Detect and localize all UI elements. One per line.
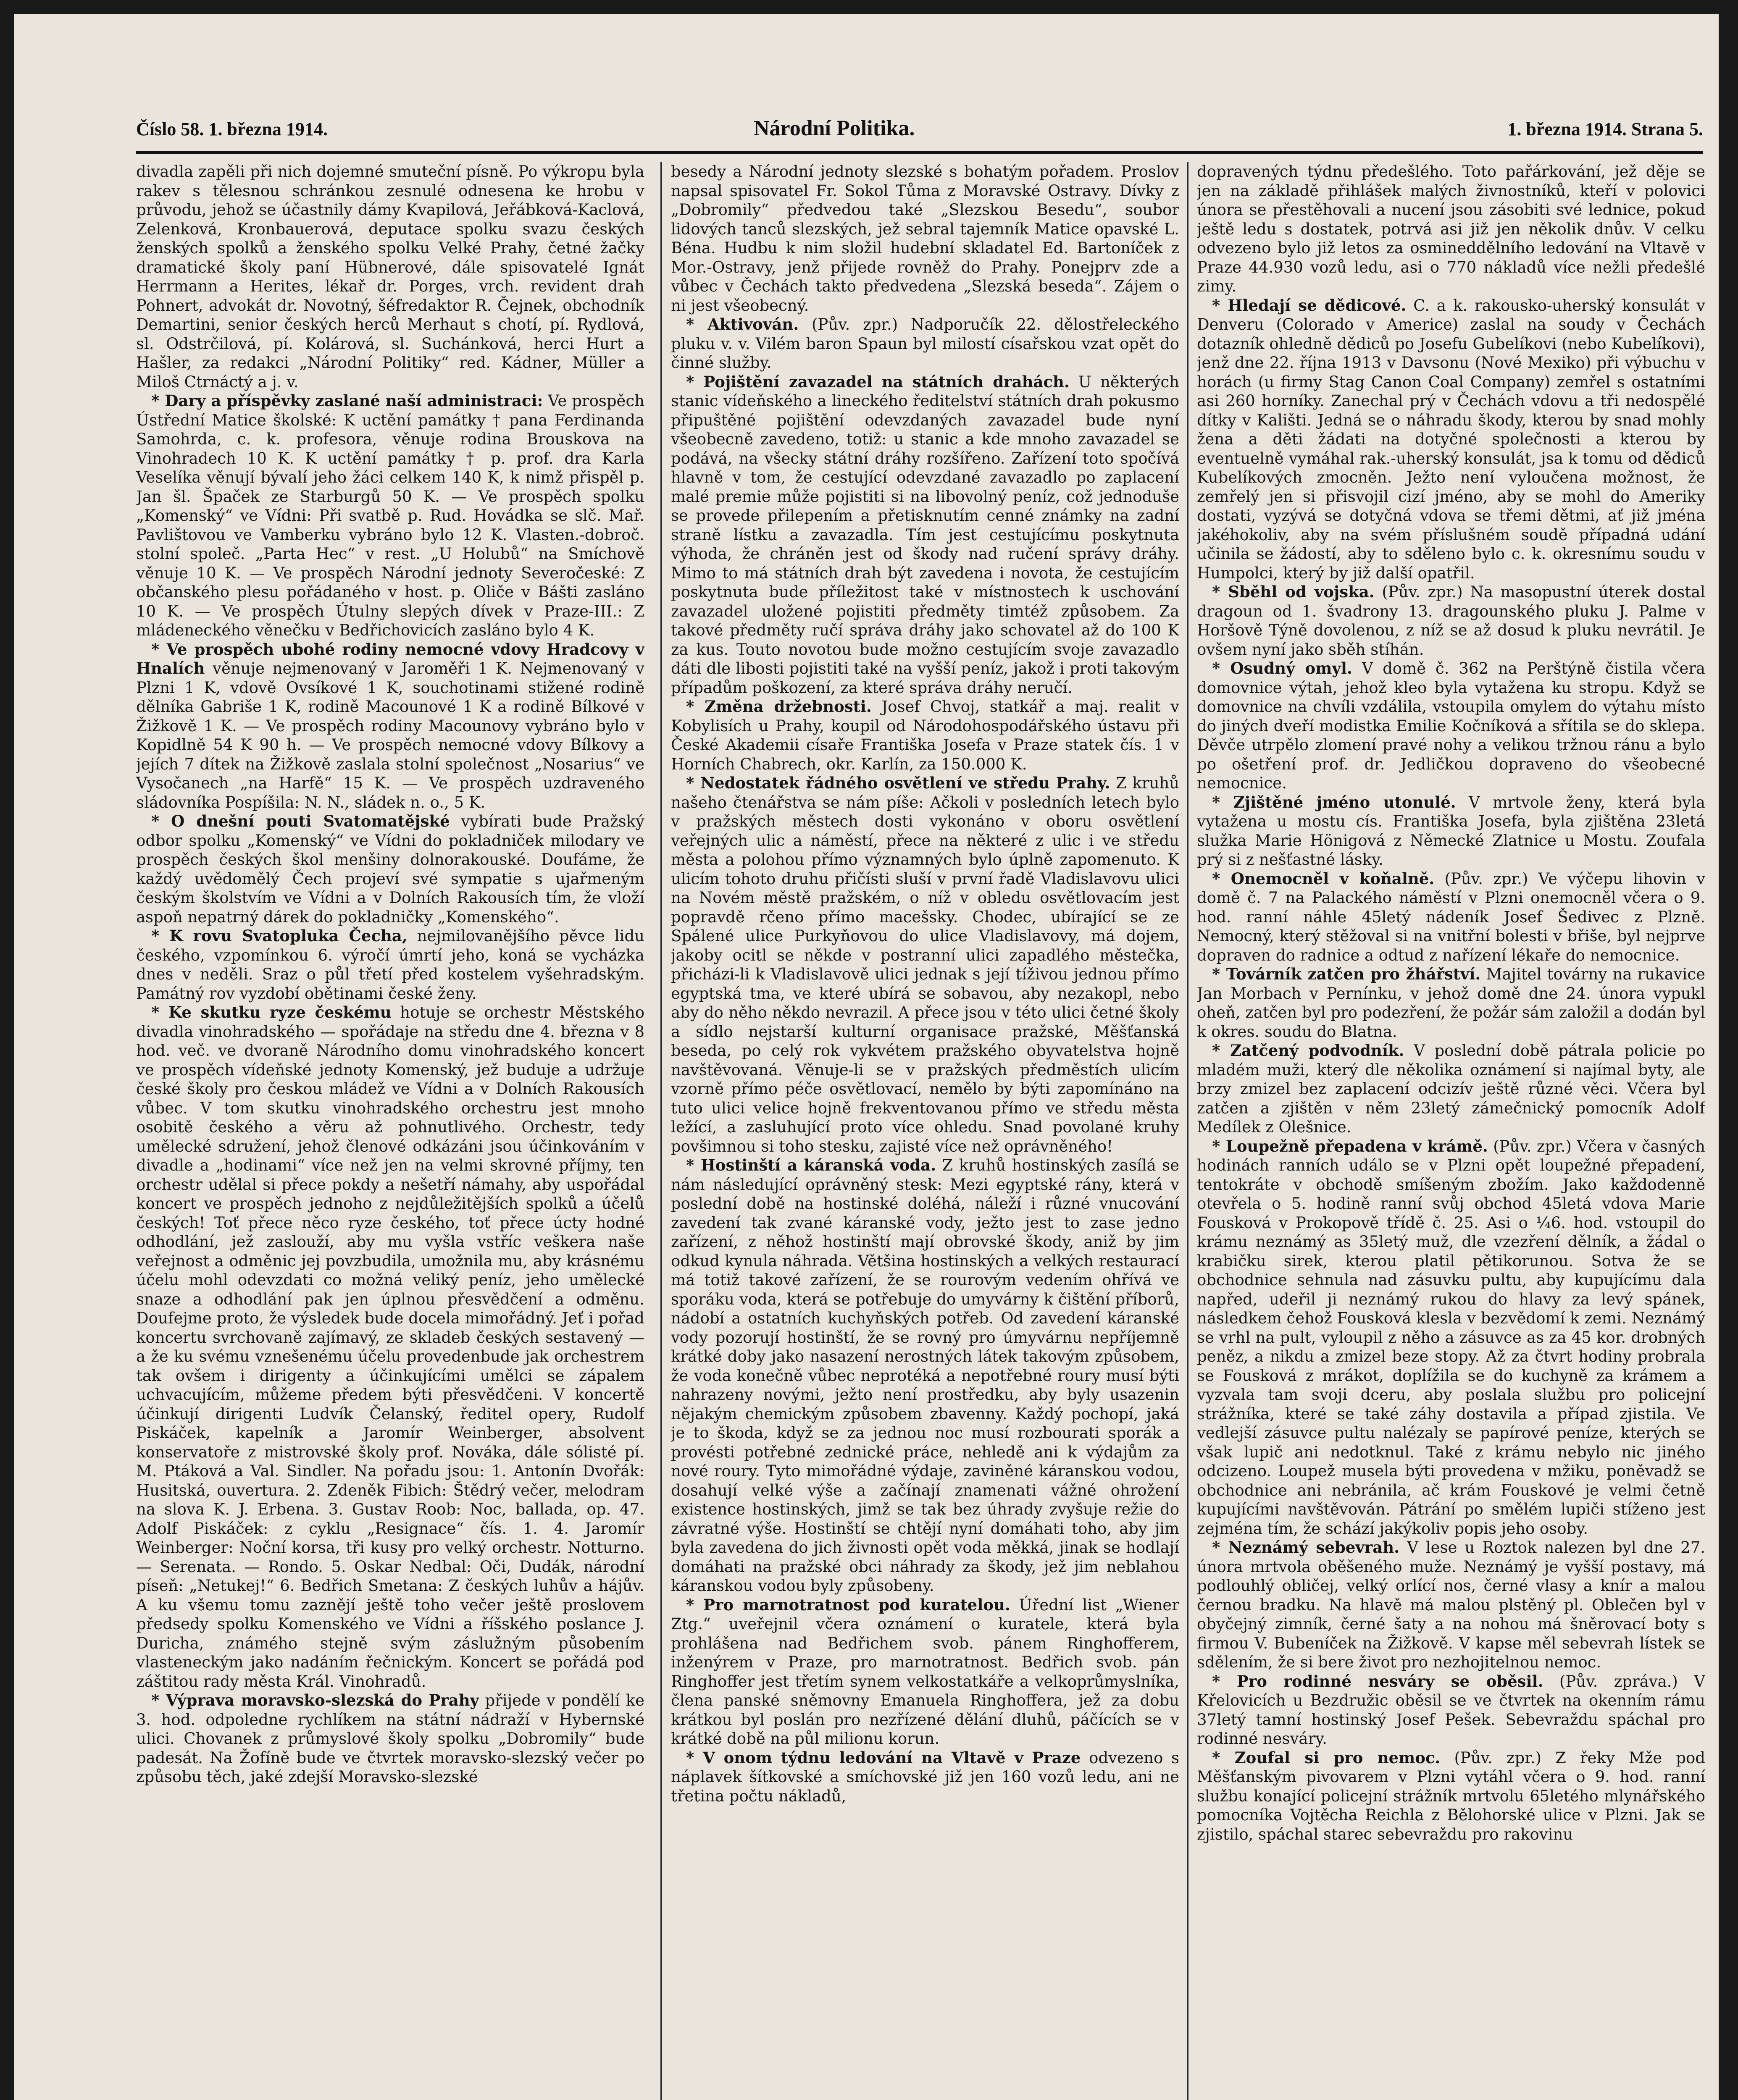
article-heading: * Pojištění zavazadel na státních drahách.	[686, 372, 1070, 391]
article-paragraph	[671, 162, 1179, 315]
article-text: (Pův. zpr.) Z řeky Mže pod Měšťanským pivovarem v Plzni vytáhl včera o 9. hod. ranní službu konající policejní strážník mrtvolu 65letého mlynářského pomocníka Vojtěcha Reichla z Bělohorské ulice v Plzni. Jak se zjistilo, spáchal starec sebevraždu pro rakovinu	[1197, 1748, 1705, 1843]
article-text: (Pův. zpr.) Včera v časných hodinách ranních událo se v Plzni opět loupežné přepadení, tentokráte v obchodě smíšeným zbožím. Jako každodenně otevřela o 5. hodině ranní svůj obchod 45letá vdova Marie Fousková v Prokopově třídě č. 25. Asi o ¼6. hod. vstoupil do krámu neznámý as 35letý muž, dle vzezření dělník, a žádal o krabičku sirek, kterou platil pětikorunou. Sotva že se obchodnice sehnula nad zásuvku pultu, aby kupujícímu dala napřed, udeřil ji neznámý rukou do hlavy za levý spánek, následkem čehož Fousková klesla v bezvědomí k zemi. Neznámý se vrhl na pult, vyloupil z něho a zásuvce as za 45 kor. drobných peněz, a nikdu a zmizel beze stopy. Až za čtvrt hodiny probrala se Fousková z mrákot, doplížila se do kuchyně za krámem a vyzvala tam svoji dceru, aby poslala službu pro policejní strážníka, které se také záhy dostavila a případ zjistila. Ve vedlejší zásuvce pultu nalézaly se papírové peníze, kterých se však lupič ani nedotknul. Také z krámu nebylo nic jiného odcizeno. Loupež musela býti provedena v mžiku, poněvadž se obchodnice ani nebránila, ač krám Fouskové je velmi četně kupujícími navštěvován. Pátrání po smělém lupiči stíženo jest zejména tím, že schází jakýkoliv popis jeho osoby.	[1197, 1137, 1705, 1538]
article-text: dopravených týdnu předešlého. Toto pařárkování, jež děje se jen na základě přihlášek malých živnostníků, kteří v polovici února se přestěhovali a nucení jsou zásobiti své lednice, pokud ještě ledu s dostatek, potrvá asi již jen několik dnův. V celku odvezeno bylo již letos za osmineddělního ledování na Vltavě v Praze 44.930 vozů ledu, asi o 770 nákladů více nežli předešlé zimy.	[1197, 163, 1705, 295]
article-text: divadla zapěli při nich dojemné smuteční písně. Po výkropu byla rakev s tělesnou schránkou zesnulé odnesena ke hrobu v průvodu, jehož se účastnily dámy Kvapilová, Jeřábková-Kaclová, Zelenková, Kronbauerová, deputace spolku svazu českých ženských spolků a ženského spolku Velké Prahy, četné žačky dramatické školy paní Hübnerové, dále spisovatelé Ignát Herrmann a Herites, lékař dr. Porges, vrch. revident drah Pohnert, advokát dr. Novotný, šéfredaktor R. Čejnek, obchodník Demartini, senior českých herců Merhaut s chotí, pí. Rydlová, sl. Odstrčilová, pí. Kolárová, sl. Suchánková, herci Hurt a Hašler, za redakci „Národní Politiky“ red. Kádner, Müller a Miloš Ctrnáctý a j. v.	[136, 163, 644, 391]
article-heading: * Výprava moravsko-slezská do Prahy	[151, 1691, 479, 1709]
article-heading: * Ke skutku ryze českému	[151, 1003, 392, 1021]
article-heading: * Zjištěné jméno utonulé.	[1212, 793, 1456, 811]
article-paragraph	[1197, 1748, 1705, 1844]
article-text: věnuje nejmenovaný v Jaroměři 1 K. Nejmenovaný v Plzni 1 K, vdově Ovsíkové 1 K, souchotinami stižené rodině dělníka Gabriše 1 K, rodině Macounové 1 K a rodině Bílkové v Žižkově 1 K. — Ve prospěch rodiny Macounovy vybráno bylo v Kopidlně 54 K 90 h. — Ve prospěch nemocné vdovy Bílkovy a jejích 7 dítek na Žižkově zaslala stolní společnost „Nosarius“ ve Vysočanech „na Harfě“ 15 K. — Ve prospěch uzdraveného sládovníka Pospíšila: N. N., sládek n. o., 5 K.	[136, 659, 644, 811]
article-text: Z kruhů hostinských zasílá se nám následující oprávněný stesk: Mezi egyptské rány, která v poslední době na hostinské doléhá, náleží i různé vnucování zavedení tak zvané káranské vody, ježto jest to zase jedno zařízení, z něhož hostinští mají obrovské škody, aniž by jim odkud kynula náhrada. Většina hostinských a velkých restaurací má totiž takové zařízení, že se rourovým vedením ohřívá ve sporáku voda, která se potřebuje do umyvárny k čištění příborů, nádobí a ostatních kuchyňských potřeb. Od zavedení káranské vody pozorují hostinští, že se rovný pro úmyvárnu nepříjemně krátké doby jako nasazení nerostných látek takovým způsobem, že voda konečně vůbec neprotéká a nepotřebné roury musí býti nahrazeny novými, ježto není prostředku, aby byly usazenin nějakým chemickým způsobem zbavenny. Každý pochopí, jaká je to škoda, když se za jednou noc musí rozbourati sporák a provésti potřebné zednické práce, nehledě ani k výdajům za nové roury. Tyto mimořádné výdaje, zaviněné káranskou vodou, dosahují velké výše a začínají znamenati vážné ohrožení existence hostinských, jimž se tak bez úhrady zvyšuje režie do závratné výše. Hostinští se chtějí nyní domáhati toho, aby jim byla zavedena do jich živnosti opět voda měkká, jinak se hodlají domáhati na pražské obci náhrady za škody, jež jim neblahou káranskou vodou byly způsobeny.	[671, 1156, 1179, 1595]
article-text: V poslední době pátrala policie po mladém muži, který dle několika oznámení si najímal byty, ale brzy zmizel bez zaplacení odcizív ještě různé věci. Včera byl zatčen a zjištěn v něm 23letý zámečnický pomocník Adolf Medílek z Olešnice.	[1197, 1042, 1705, 1136]
article-heading: * Změna držebnosti.	[686, 697, 872, 716]
article-paragraph	[1197, 1672, 1705, 1748]
article-paragraph	[136, 927, 644, 1003]
article-paragraph	[1197, 1538, 1705, 1672]
article-heading: * Pro rodinné nesváry se oběsil.	[1212, 1672, 1543, 1690]
article-paragraph	[671, 697, 1179, 774]
article-text: odvezeno s náplavek šítkovské a smíchovské již jen 160 vozů ledu, ani ne třetina počtu nákladů,	[671, 1748, 1179, 1805]
article-paragraph	[136, 640, 644, 812]
newspaper-title: Národní Politika.	[754, 116, 915, 140]
article-heading: * Nedostatek řádného osvětlení ve středu Prahy.	[686, 774, 1110, 792]
article-text: V mrtvole ženy, která byla vytažena u mostu cís. Františka Josefa, byla zjištěna 23letá služka Marie Hönigová z Německé Zlatnice u Mostu. Zoufala prý si z nešťastné lásky.	[1197, 793, 1705, 869]
article-heading: * V onom týdnu ledování na Vltavě v Praze	[686, 1748, 1081, 1767]
article-paragraph	[1197, 1041, 1705, 1137]
article-text: Úřední list „Wiener Ztg.“ uveřejnil včera oznámení o kuratele, která byla prohlášena nad Bedřichem svob. pánem Ringhofferem, inženýrem v Praze, pro marnotratnost. Bedřich svob. pán Ringhoffer jest třetím synem velkostatkáře a velkoprůmyslníka, člena panské sněmovny Emanuela Ringhoffera, jež za dobu krátkou byl poslán pro nezřízené dělání dluhů, páčících se v krátké době na půl milionu korun.	[671, 1596, 1179, 1748]
column-3	[1197, 162, 1705, 2100]
article-paragraph	[671, 1748, 1179, 1806]
article-heading: * Zoufal si pro nemoc.	[1212, 1748, 1441, 1767]
article-paragraph	[671, 373, 1179, 698]
article-text: besedy a Národní jednoty slezské s bohatým pořadem. Proslov napsal spisovatel Fr. Sokol Tůma z Moravské Ostravy. Dívky z „Dobromily“ předvedou také „Slezskou Besedu“, soubor lidových tanců slezských, jež sebral tajemník Matice opavské L. Béna. Hudbu k nim složil hudební skladatel Ed. Bartoníček z Mor.-Ostravy, jenž přijede rovněž do Prahy. Ponejprv zde a vůbec v Čechách takto předvedena „Slezská beseda“. Zájem o ni jest všeobecný.	[671, 163, 1179, 315]
article-paragraph	[671, 774, 1179, 1156]
article-text: přijede v pondělí ke 3. hod. odpoledne rychlíkem na státní nádraží v Hybernské ulici. Chovanek z průmyslové školy spolku „Dobromily“ bude padesát. Na Žofíně bude ve čtvrtek moravsko-slezský večer po způsobu těch, jaké zdejší Moravsko-slezské	[136, 1691, 644, 1786]
article-paragraph	[136, 1691, 644, 1787]
article-text: Z kruhů našeho čtenářstva se nám píše: Ačkoli v posledních letech bylo v pražských městech dosti vykonáno v oboru osvětlení veřejných ulic a náměstí, přece na některé z ulic i ve středu města a polohou přímo významných bylo úplně zapomenuto. K ulicím tohoto druhu přičísti sluší v první řadě Vladislavovu ulici na Novém městě pražském, o níž v obledu osvětlovacím jest popravdě rčeno přímo macešsky. Chodec, ubírající se ze Spálené ulice Purkyňovou do ulice Vladislavovy, má dojem, jakoby ocitl se někde v postranní ulici zapadlého městečka, přicházi-li k Vladislavově ulici jednak s její tíživou jednou přímo egyptská tma, ve které ubírá se sobavou, aby nezakopl, nebo aby do něho někdo nevrazil. A přece jsou v této ulici četné školy a sídlo nejstarší kulturní organisace pražské, Měšťanská beseda, po celý rok vykvétem pražského obyvatelstva hojně navštěvovaná. Věnuje-li se v pražských předměstích ulicím vzorně přímo péče osvětlovací, nemělo by býti zapomínáno na tuto ulici velice hojně frekventovanou přímo ve středu města ležící, a zasluhující proto více ohledu. Snad povolané kruhy povšimnou si toho stesku, zajisté více než oprávněného!	[671, 774, 1179, 1155]
article-text: Josef Chvoj, statkář a maj. realit v Kobylisích u Prahy, koupil od Národohospodářského ústavu při České Akademii císaře Františka Josefa v Praze statek čís. 1 v Horních Chabrech, okr. Karlín, za 150.000 K.	[671, 698, 1179, 773]
article-heading: * Ve prospěch ubohé rodiny nemocné vdovy Hradcovy v Hnalích	[136, 640, 644, 677]
article-heading: * Neznámý sebevrah.	[1212, 1538, 1400, 1557]
newspaper-page	[14, 14, 1719, 2100]
article-text: Majitel továrny na rukavice Jan Morbach v Pernínku, v jehož domě dne 24. února vypukl oheň, zatčen byl pro podezření, že požár sám založil a dodán byl k okres. soudu do Blatna.	[1197, 965, 1705, 1041]
header-rule	[136, 151, 1703, 154]
article-heading: * Onemocněl v koňalně.	[1212, 869, 1435, 888]
issue-date: Číslo 58. 1. března 1914.	[136, 119, 328, 139]
article-paragraph	[1197, 793, 1705, 869]
article-paragraph	[136, 1003, 644, 1691]
article-heading: * Dary a příspěvky zaslané naší administraci:	[151, 391, 543, 410]
article-heading: * Aktivován.	[686, 315, 799, 333]
article-text: V lese u Roztok nalezen byl dne 27. února mrtvola oběšeného muže. Neznámý je vyšší postavy, má podlouhlý obličej, velký orlící nos, černé vlasy a knír a malou černou bradku. Na hlavě má malou plstěný pl. Oblečen byl v obyčejný zimník, černé šaty a na nohou má šněrovací boty s firmou V. Bubeníček na Žižkově. V kapse měl sebevrah lístek se sdělením, že si bere život pro nezhojitelnou nemoc.	[1197, 1538, 1705, 1671]
column-1	[136, 162, 644, 2100]
article-paragraph	[136, 391, 644, 640]
article-paragraph	[671, 1156, 1179, 1596]
article-text: (Pův. zpráva.) V Křelovicích u Bezdružic oběsil se ve čtvrtek na okenním rámu 37letý tamní hostinský Josef Pešek. Sebevraždu spáchal pro rodinné nesváry.	[1197, 1672, 1705, 1748]
article-paragraph	[1197, 869, 1705, 965]
article-heading: * Hostinští a káranská voda.	[686, 1156, 936, 1174]
article-text: (Pův. zpr.) Na masopustní úterek dostal dragoun od 1. švadrony 13. dragounského pluku J. Palme v Horšově Týně dovolenou, z níž se až dosud k pluku nevrátil. Je ovšem nyní jako sběh stíhán.	[1197, 583, 1705, 659]
article-text: vybírati bude Pražský odbor spolku „Komenský“ ve Vídni do pokladniček milodary ve prospěch českých škol menšiny dolnorakouské. Doufáme, že každý uvědomělý Čech projeví své sympatie s ujařmeným českým školstvím ve Vídni a v Dolních Rakousích tím, že vloží aspoň nepatrný dárek do pokladničky „Komenského“.	[136, 812, 644, 926]
column-2	[671, 162, 1179, 2100]
article-paragraph	[136, 162, 644, 391]
article-heading: * Pro marnotratnost pod kuratelou.	[686, 1595, 1010, 1614]
article-text: (Pův. zpr.) Nadporučík 22. dělostřeleckého pluku v. v. Vilém baron Spaun byl milostí císařskou vzat opět do činné služby.	[671, 315, 1179, 372]
article-heading: * Hledají se dědicové.	[1212, 296, 1407, 315]
article-paragraph	[1197, 583, 1705, 659]
article-paragraph	[1197, 296, 1705, 583]
article-heading: * Osudný omyl.	[1212, 659, 1352, 677]
article-paragraph	[1197, 965, 1705, 1041]
article-heading: * Sběhl od vojska.	[1212, 583, 1375, 601]
page-header	[136, 118, 1703, 144]
article-heading: * Továrník zatčen pro žhářství.	[1212, 965, 1481, 983]
article-heading: * Zatčený podvodník.	[1212, 1041, 1404, 1060]
article-text: (Pův. zpr.) Ve výčepu lihovin v domě č. 7 na Palackého náměstí v Plzni onemocněl včera o 9. hod. ranní náhle 45letý nádeník Josef Šedivec z Plzně. Nemocný, který stěžoval si na vnitřní bolesti v břiše, byl nejprve dopraven do radnice a odtud z nařízení lékaře do nemocnice.	[1197, 869, 1705, 964]
article-text: Ve prospěch Ústřední Matice školské: K uctění památky † pana Ferdinanda Samohrda, c. k. profesora, věnuje rodina Brouskova na Vinohradech 10 K. K uctění památky † p. prof. dra Karla Veselíka věnují bývalí jeho žáci celkem 140 K, k nimž přispěl p. Jan šl. Špaček ze Starburgů 50 K. — Ve prospěch spolku „Komenský“ ve Vídni: Při svatbě p. Rud. Hovádka se slč. Mař. Pavlištovou ve Vamberku vybráno bylo 12 K. Vlasten.-dobroč. stolní společ. „Parta Hec“ v rest. „U Holubů“ na Smíchově věnuje 10 K. — Ve prospěch Národní jednoty Severočeské: Z občanského plesu pořádaného v host. p. Oliče v Bášti zasláno 10 K. — Ve prospěch Útulny slepých dívek v Praze-III.: Z mládeneckého věnečku v Bedřichovicích zasláno bylo 4 K.	[136, 392, 644, 639]
column-rule	[1187, 162, 1188, 2100]
article-heading: * O dnešní pouti Svatomatějské	[151, 812, 450, 830]
article-text: nejmilovanějšího pěvce lidu českého, vzpomínkou 6. výročí úmrtí jeho, koná se vycházka dnes v neděli. Sraz o půl třetí před kostelem vyšehradským. Památný rov vyzdobí obětinami české ženy.	[136, 927, 644, 1003]
column-rule	[660, 162, 662, 2100]
article-heading: * Loupežně přepadena v krámě.	[1212, 1137, 1488, 1155]
article-paragraph	[1197, 659, 1705, 793]
article-heading: * K rovu Svatopluka Čecha,	[151, 927, 408, 945]
article-paragraph	[1197, 162, 1705, 296]
article-paragraph	[671, 1596, 1179, 1748]
article-paragraph	[1197, 1137, 1705, 1538]
article-text: hotuje se orchestr Městského divadla vinohradského — spořádaje na středu dne 4. března v 8 hod. več. ve dvoraně Národního domu vinohradského koncert ve prospěch vídeňské jednoty Komenský, jež buduje a udržuje české školy pro českou mládež ve Vídni a v Dolních Rakousích vůbec. V tom skutku vinohradského orchestru jest mnoho osobitě českého a věru až pohnutlivého. Orchestr, tedy umělecké sdružení, jehož členové odkázáni jsou účinkováním v divadle a „hodinami“ více než jen na velmi skrovné příjmy, ten orchestr udělal si přece pokdy a nešetří námahy, aby uspořádal koncert ve prospěch jednoho z nejdůležitějších spolků a účelů českých! Toť přece něco ryze českého, toť přece úcty hodné odhodlání, jež zaslouží, aby mu vyšla vstříc veškera naše veřejnost a odměnic jej povzbudila, umožnila mu, aby krásnému účelu mohl odevzdati co možná veliký peníz, jeho umělecké snaze a odhodlání pak jen úplnou přesvědčení a odměnu. Doufejme proto, že výsledek bude docela mimořádný. Jeť i pořad koncertu svrchovaně zajímavý, ze skladeb českých sestavený — a že ku svému vznešenému účelu provedenbude jak orchestrem tak ovšem i dirigenty a účinkujícími umělci se zápalem uchvacujícím, můžeme předem býti přesvědčeni. V koncertě účinkují dirigenti Ludvík Čelanský, ředitel opery, Rudolf Piskáček, kapelník a Jaromír Weinberger, absolvent konservatoře z mistrovské školy prof. Nováka, dále sólisté pí. M. Ptáková a Val. Sindler. Na pořadu jsou: 1. Antonín Dvořák: Husitská, ouvertura. 2. Zdeněk Fibich: Štědrý večer, melodram na slova K. J. Erbena. 3. Gustav Roob: Noc, ballada, op. 47. Adolf Piskáček: z cyklu „Resignace“ čís. 1. 4. Jaromír Weinberger: Noční korsa, tři kusy pro velký orchestr. Notturno. — Serenata. — Rondo. 5. Oskar Nedbal: Oči, Dudák, národní píseň: „Netukej!“ 6. Bedřich Smetana: Z českých luhův a hájův. A ku všemu tomu zaznějí ještě toho večer ještě proslovem předsedy spolku Komenského ve Vídni a říšského poslance J. Duricha, známého stejně svým záslužným působením vlasteneckým jako nadáním řečnickým. Koncert se pořádá pod záštitou rady města Král. Vinohradů.	[136, 1003, 644, 1690]
article-text: C. a k. rakousko-uherský konsulát v Denveru (Colorado v Americe) zaslal na soudy v Čechách dotazník ohledně dědiců po Josefu Gubelíkovi (nebo Kubelíkovi), jenž dne 22. října 1913 v Davsonu (Nové Mexiko) při výbuchu v horách (u firmy Stag Canon Coal Company) zemřel s ostatními asi 260 horníky. Zanechal prý v Čechách vdovu a tři nedospělé dítky v Kališti. Jedná se o náhradu škody, kterou by snad mohly žena a děti žádati na dotyčné společnosti a kterou by eventuelně vymáhal rak.-uherský konsulát, jsa k tomu od dědiců Kubelíkových zmocněn. Ježto není vyloučena možnost, že zemřelý jen si přisvojil cizí jméno, aby se mohl do Ameriky dostati, vyzývá se dotyčná vdova se třemi dětmi, ať již jména jakéhokoliv, aby na svém příslušném soudě případná udání učinila se žádostí, aby to sděleno bylo c. k. okresnímu soudu v Humpolci, který by již další opatřil.	[1197, 296, 1705, 582]
article-text: U některých stanic vídeňského a lineckého ředitelství státních drah pokusmo připuštěné pojištění odevzdaných zavazadel bude nyní všeobecně zavedeno, totiž: u stanic a kde mnoho zavazadel se podává, na všecky státní dráhy rozšířeno. Zařízení toto spočívá hlavně v tom, že cestující odevzdané zavazadlo po zaplacení malé premie může pojistiti si na libovolný peníz, což jednoduše se provede přilepením a přetisknutím cenné známky na zadní straně lístku a zavazadla. Tím jest cestujícímu poskytnuta výhoda, že chráněn jest od škody nad ručení správy dráhy. Mimo to má státních drah být zavedena i novota, že cestujícím poskytnuta bude příležitost také v místnostech k uschování zavazadel uložené pojistiti předměty timtéž způsobem. Za takové předměty ručí správa dráhy jako schovatel až do 100 K za kus. Touto novotou bude možno cestujícím svoje zavazadlo dáti dle libosti pojistiti také na vyšší peníz, jakož i proti takovým případům poškození, za které správa dráhy neručí.	[671, 373, 1179, 697]
article-paragraph	[671, 315, 1179, 373]
article-paragraph	[136, 812, 644, 927]
article-text: V domě č. 362 na Perštýně čistila včera domovnice výtah, jehož kleo byla vytažena ku stropu. Když se domovnice na chvíli vzdálila, vstoupila omylem do výtahu místo do jiných dveří modistka Emilie Kočníková a sřítila se do sklepa. Děvče utrpělo zlomení pravé nohy a velikou tržnou ránu a bylo po ošetření prof. dr. Jedličkou dopraveno do všeobecné nemocnice.	[1197, 659, 1705, 792]
page-number: 1. března 1914. Strana 5.	[1507, 119, 1703, 139]
